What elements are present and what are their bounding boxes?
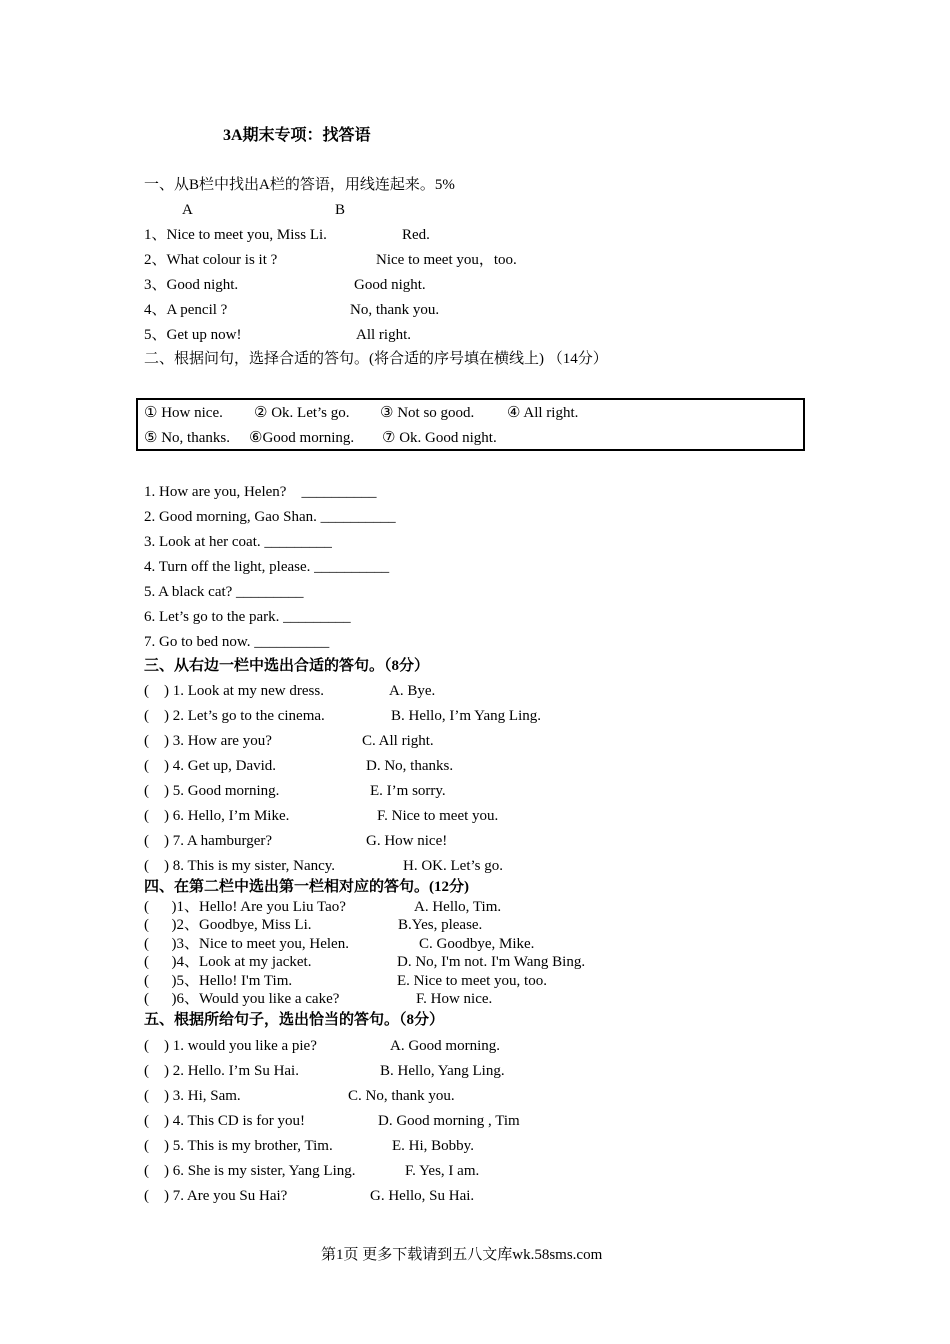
- s3-answer: H. OK. Let’s go.: [403, 858, 503, 874]
- s4-answer: D. No, I'm not. I'm Wang Bing.: [397, 954, 586, 970]
- s3-question: ( ) 2. Let’s go to the cinema.: [144, 708, 325, 724]
- s4-question: ( )5、Hello! I'm Tim.: [144, 973, 293, 989]
- s4-answer: E. Nice to meet you, too.: [397, 973, 547, 989]
- s1-question: 3、Good night.: [144, 277, 239, 293]
- s4-answer: F. How nice.: [416, 991, 493, 1007]
- s1-answer: All right.: [356, 327, 411, 343]
- s1-answer: Nice to meet you，too.: [376, 252, 517, 268]
- s3-question: ( ) 5. Good morning.: [144, 783, 280, 799]
- s1-question: 5、Get up now!: [144, 327, 242, 343]
- s4-question: ( )4、Look at my jacket.: [144, 954, 312, 970]
- section-2-heading: 二、根据问句，选择合适的答句。(将合适的序号填在横线上) （14分）: [144, 351, 608, 367]
- s5-answer: A. Good morning.: [390, 1038, 500, 1054]
- s5-answer: G. Hello, Su Hai.: [370, 1188, 475, 1204]
- s3-answer: F. Nice to meet you.: [377, 808, 499, 824]
- section-4-heading: 四、在第二栏中选出第一栏相对应的答句。(12分): [144, 879, 469, 895]
- s5-answer: C. No, thank you.: [348, 1088, 455, 1104]
- s4-question: ( )6、Would you like a cake?: [144, 991, 340, 1007]
- s2-item: 5. A black cat? _________: [144, 584, 304, 600]
- option: ⑤ No, thanks.: [144, 430, 230, 446]
- s2-item: 4. Turn off the light, please. __________: [144, 559, 390, 575]
- s1-question: 4、A pencil ?: [144, 302, 228, 318]
- s1-question: 1、Nice to meet you, Miss Li.: [144, 227, 327, 243]
- s2-item: 2. Good morning, Gao Shan. __________: [144, 509, 396, 525]
- s4-question: ( )1、Hello! Are you Liu Tao?: [144, 899, 346, 915]
- s1-answer: No, thank you.: [350, 302, 440, 318]
- s3-question: ( ) 6. Hello, I’m Mike.: [144, 808, 290, 824]
- option: ⑦ Ok. Good night.: [382, 430, 497, 446]
- option: ① How nice.: [144, 405, 223, 421]
- s5-question: ( ) 7. Are you Su Hai?: [144, 1188, 288, 1204]
- s3-answer: B. Hello, I’m Yang Ling.: [391, 708, 541, 724]
- s3-question: ( ) 4. Get up, David.: [144, 758, 277, 774]
- s3-answer: D. No, thanks.: [366, 758, 454, 774]
- s5-question: ( ) 4. This CD is for you!: [144, 1113, 305, 1129]
- s5-question: ( ) 3. Hi, Sam.: [144, 1088, 241, 1104]
- s5-question: ( ) 1. would you like a pie?: [144, 1038, 317, 1054]
- s3-answer: A. Bye.: [389, 683, 436, 699]
- option: ④ All right.: [507, 405, 579, 421]
- option: ③ Not so good.: [380, 405, 475, 421]
- option: ② Ok. Let’s go.: [254, 405, 350, 421]
- s5-question: ( ) 6. She is my sister, Yang Ling.: [144, 1163, 356, 1179]
- s2-item: 6. Let’s go to the park. _________: [144, 609, 351, 625]
- s3-question: ( ) 7. A hamburger?: [144, 833, 273, 849]
- s3-question: ( ) 1. Look at my new dress.: [144, 683, 324, 699]
- s5-answer: B. Hello, Yang Ling.: [380, 1063, 505, 1079]
- s2-item: 3. Look at her coat. _________: [144, 534, 332, 550]
- section-3-heading: 三、从右边一栏中选出合适的答句。（8分）: [144, 658, 430, 674]
- section-1-heading: 一、从B栏中找出A栏的答语，用线连起来。5%: [144, 177, 455, 193]
- s2-item: 1. How are you, Helen? __________: [144, 484, 377, 500]
- option: ⑥Good morning.: [249, 430, 355, 446]
- s3-answer: G. How nice!: [366, 833, 448, 849]
- s3-question: ( ) 3. How are you?: [144, 733, 272, 749]
- page-footer: 第1页 更多下载请到五八文库wk.58sms.com: [321, 1247, 603, 1263]
- column-a-label: A: [182, 202, 193, 218]
- s4-answer: A. Hello, Tim.: [414, 899, 502, 915]
- s5-answer: D. Good morning , Tim: [378, 1113, 520, 1129]
- s4-question: ( )2、Goodbye, Miss Li.: [144, 917, 312, 933]
- s3-answer: C. All right.: [362, 733, 434, 749]
- s5-answer: F. Yes, I am.: [405, 1163, 480, 1179]
- s4-answer: C. Goodbye, Mike.: [419, 936, 535, 952]
- column-b-label: B: [335, 202, 346, 218]
- s1-answer: Red.: [402, 227, 430, 243]
- s4-question: ( )3、Nice to meet you, Helen.: [144, 936, 349, 952]
- page-title: 3A期末专项：找答语: [223, 127, 371, 144]
- s3-question: ( ) 8. This is my sister, Nancy.: [144, 858, 336, 874]
- s5-answer: E. Hi, Bobby.: [392, 1138, 474, 1154]
- section-5-heading: 五、根据所给句子，选出恰当的答句。（8分）: [144, 1012, 445, 1028]
- s1-answer: Good night.: [354, 277, 426, 293]
- s1-question: 2、What colour is it ?: [144, 252, 278, 268]
- s5-question: ( ) 5. This is my brother, Tim.: [144, 1138, 333, 1154]
- s3-answer: E. I’m sorry.: [370, 783, 446, 799]
- s2-item: 7. Go to bed now. __________: [144, 634, 330, 650]
- s5-question: ( ) 2. Hello. I’m Su Hai.: [144, 1063, 299, 1079]
- s4-answer: B.Yes, please.: [398, 917, 483, 933]
